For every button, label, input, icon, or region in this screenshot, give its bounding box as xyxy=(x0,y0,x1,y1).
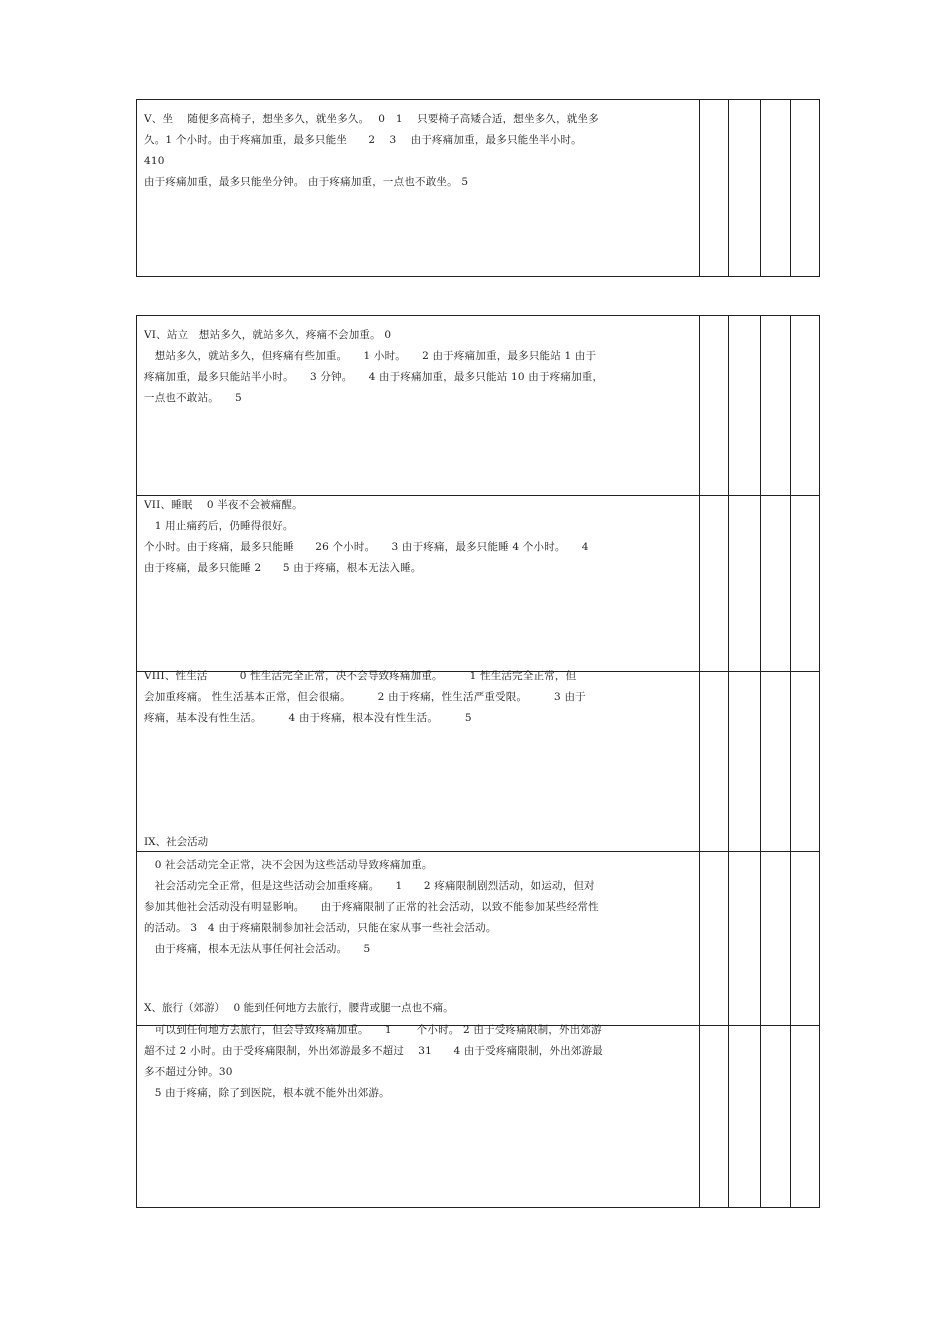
questionnaire-table-1 xyxy=(136,99,820,277)
section-vii-text xyxy=(144,495,700,579)
section-v-line: 410 xyxy=(144,155,165,167)
section-vi-row xyxy=(137,316,819,495)
section-vii-line: 由于疼痛，最多只能睡 2 5 由于疼痛，根本无法入睡。 xyxy=(144,562,422,574)
section-vii-line: 1 用止痛药后，仍睡得很好。 xyxy=(144,520,294,532)
section-vi-line: 一点也不敢站。 5 xyxy=(144,392,242,404)
section-ix-line: 的活动。 3 4 由于疼痛限制参加社会活动，只能在家从事一些社会活动。 xyxy=(144,922,497,934)
section-vi-line: 想站多久，就站多久，但疼痛有些加重。 1 小时。 2 由于疼痛加重，最多只能站 1 由于 xyxy=(144,350,597,362)
column-divider xyxy=(760,100,761,276)
section-viii-row xyxy=(137,671,819,851)
section-v-line: 由于疼痛加重，最多只能坐分钟。 由于疼痛加重，一点也不敢坐。 5 xyxy=(144,176,469,188)
section-x-line: 5 由于疼痛，除了到医院，根本就不能外出郊游。 xyxy=(144,1087,390,1099)
section-viii-line: 疼痛，基本没有性生活。 4 由于疼痛，根本没有性生活。 5 xyxy=(144,712,472,724)
section-v-row xyxy=(137,100,819,276)
section-viii-line: 会加重疼痛。 性生活基本正常，但会很痛。 2 由于疼痛，性生活严重受限。 3 由于 xyxy=(144,691,586,703)
questionnaire-table-2 xyxy=(136,315,820,1208)
section-vi-line: 疼痛加重，最多只能站半小时。 3 分钟。 4 由于疼痛加重，最多只能站 10 由于疼痛加重， xyxy=(144,371,604,383)
section-ix-line: 由于疼痛，根本无法从事任何社会活动。 5 xyxy=(144,943,371,955)
column-divider xyxy=(790,100,791,276)
section-x-heading: X、旅行（郊游） 0 能到任何地方去旅行，腰背或腿一点也不痛。 xyxy=(144,1002,454,1014)
section-v-line: 久。1 个小时。由于疼痛加重，最多只能坐 2 3 由于疼痛加重，最多只能坐半小时。 xyxy=(144,134,582,146)
section-ix-line: 0 社会活动完全正常，决不会因为这些活动导致疼痛加重。 xyxy=(144,859,433,871)
section-ix-heading: IX、社会活动 xyxy=(144,836,209,848)
column-divider xyxy=(760,316,761,1207)
section-x-row xyxy=(137,1025,819,1207)
section-vii-line: 个小时。由于疼痛，最多只能睡 26 个小时。 3 由于疼痛，最多只能睡 4 个小时。 4 xyxy=(144,541,589,553)
section-vii-row xyxy=(137,495,819,671)
section-vi-line: VI、站立 想站多久，就站多久，疼痛不会加重。 0 xyxy=(144,329,392,341)
section-ix-line: 社会活动完全正常，但是这些活动会加重疼痛。 1 2 疼痛限制剧烈活动，如运动，但对 xyxy=(144,880,595,892)
section-viii-line: VIII、性生活 0 性生活完全正常，决不会导致疼痛加重。 1 性生活完全正常，但 xyxy=(144,670,577,682)
section-x-text xyxy=(144,1020,700,1104)
section-v-text xyxy=(144,109,700,193)
section-vii-line: VII、睡眠 0 半夜不会被痛醒。 xyxy=(144,499,303,511)
column-divider xyxy=(699,316,700,1207)
section-ix-text xyxy=(144,855,700,960)
section-viii-text xyxy=(144,666,700,729)
section-ix-line: 参加其他社会活动没有明显影响。 由于疼痛限制了正常的社会活动，以致不能参加某些经常性 xyxy=(144,901,599,913)
column-divider xyxy=(790,316,791,1207)
section-x-line: 多不超过分钟。30 xyxy=(144,1066,233,1078)
section-ix-row xyxy=(137,851,819,1025)
column-divider xyxy=(699,100,700,276)
section-x-line: 超不过 2 小时。由于受疼痛限制，外出郊游最多不超过 31 4 由于受疼痛限制，外出郊游最 xyxy=(144,1045,603,1057)
section-vi-text xyxy=(144,325,700,409)
section-v-line: V、坐 随便多高椅子，想坐多久，就坐多久。 0 1 只要椅子高矮合适，想坐多久，就坐多 xyxy=(144,113,599,125)
column-divider xyxy=(728,316,729,1207)
section-x-line: 可以到任何地方去旅行，但会导致疼痛加重。 1 个小时。 2 由于受疼痛限制，外出郊游 xyxy=(144,1024,602,1036)
column-divider xyxy=(728,100,729,276)
